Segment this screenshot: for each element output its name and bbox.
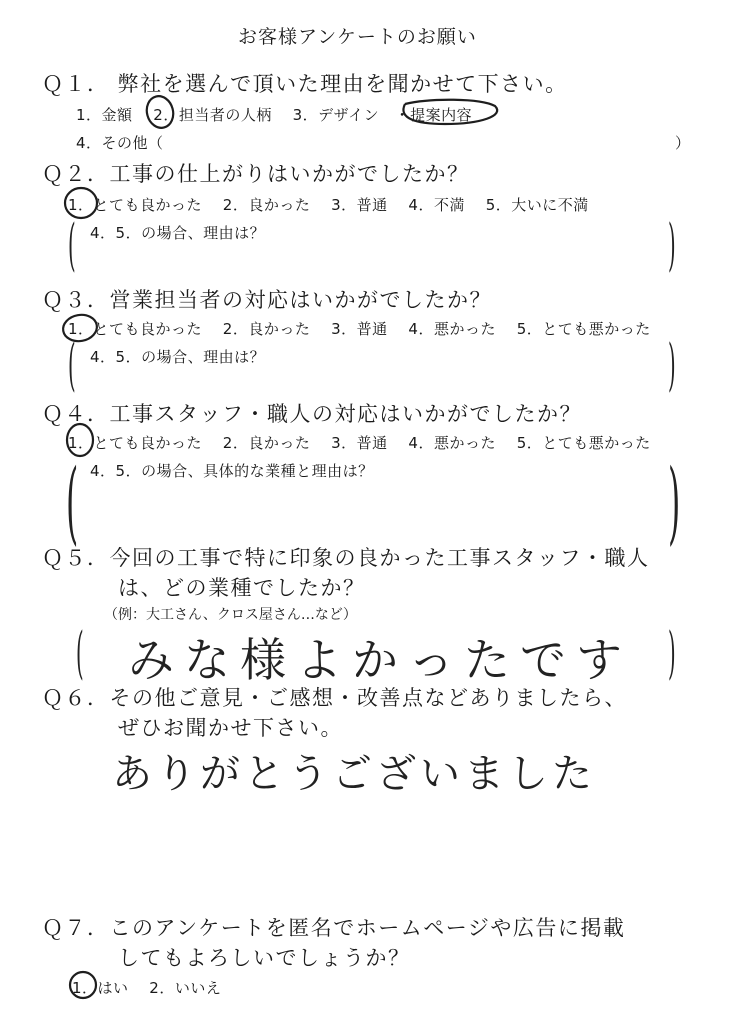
q3-reason-label: 4．5．の場合、理由は？ <box>90 348 266 366</box>
q3-open-bracket: ( <box>68 333 76 398</box>
q1-question: Ｑ１． 弊社を選んで頂いた理由を聞かせて下さい。 <box>42 72 568 96</box>
q4-open-bracket: ( <box>66 450 79 555</box>
q5-question-line2: は、どの業種でしたか？ <box>118 576 366 600</box>
q2-reason-label: 4．5．の場合、理由は？ <box>90 224 266 242</box>
q5-handwritten-answer[interactable]: みな様よかったです <box>128 633 632 687</box>
q1-close-paren: ） <box>675 134 691 152</box>
q2-open-bracket: ( <box>68 213 76 278</box>
q5-question-line1: Ｑ５．今回の工事で特に印象の良かった工事スタッフ・職人 <box>42 546 650 570</box>
q4-reason-label: 4．5．の場合、具体的な業種と理由は？ <box>90 462 374 480</box>
q5-open-bracket: ( <box>76 621 84 686</box>
q6-question-line2: ぜひお聞かせ下さい。 <box>118 716 343 740</box>
q1-options-line2[interactable]: 4．その他（ <box>76 134 164 152</box>
q2-options[interactable]: 1．とても良かった 2．良かった 3．普通 4．不満 5．大いに不満 <box>68 196 589 214</box>
q2-close-bracket: ) <box>668 213 676 278</box>
q4-close-bracket: ) <box>668 450 681 555</box>
q7-options[interactable]: 1．はい 2．いいえ <box>72 979 222 997</box>
q1-options-line1[interactable]: 1．金額 2．担当者の人柄 3．デザイン ・提案内容 <box>76 106 473 124</box>
q6-question-line1: Ｑ６．その他ご意見・ご感想・改善点などありましたら、 <box>42 686 627 710</box>
q7-question-line1: Ｑ７．このアンケートを匿名でホームページや広告に掲載 <box>42 916 626 940</box>
q2-question: Ｑ２．工事の仕上がりはいかがでしたか？ <box>42 162 470 186</box>
q7-question-line2: してもよろしいでしょうか？ <box>118 946 411 970</box>
q3-question: Ｑ３．営業担当者の対応はいかがでしたか？ <box>42 288 492 312</box>
q5-close-bracket: ) <box>668 621 676 686</box>
q6-handwritten-answer[interactable]: ありがとうございました <box>112 751 596 797</box>
q4-options[interactable]: 1．とても良かった 2．良かった 3．普通 4．悪かった 5．とても悪かった <box>68 434 651 452</box>
q5-example: （例：大工さん、クロス屋さん…など） <box>104 607 357 623</box>
q3-close-bracket: ) <box>668 333 676 398</box>
q3-options[interactable]: 1．とても良かった 2．良かった 3．普通 4．悪かった 5．とても悪かった <box>68 320 651 338</box>
q4-question: Ｑ４．工事スタッフ・職人の対応はいかがでしたか？ <box>42 402 582 426</box>
page-title: お客様アンケートのお願い <box>238 26 477 48</box>
